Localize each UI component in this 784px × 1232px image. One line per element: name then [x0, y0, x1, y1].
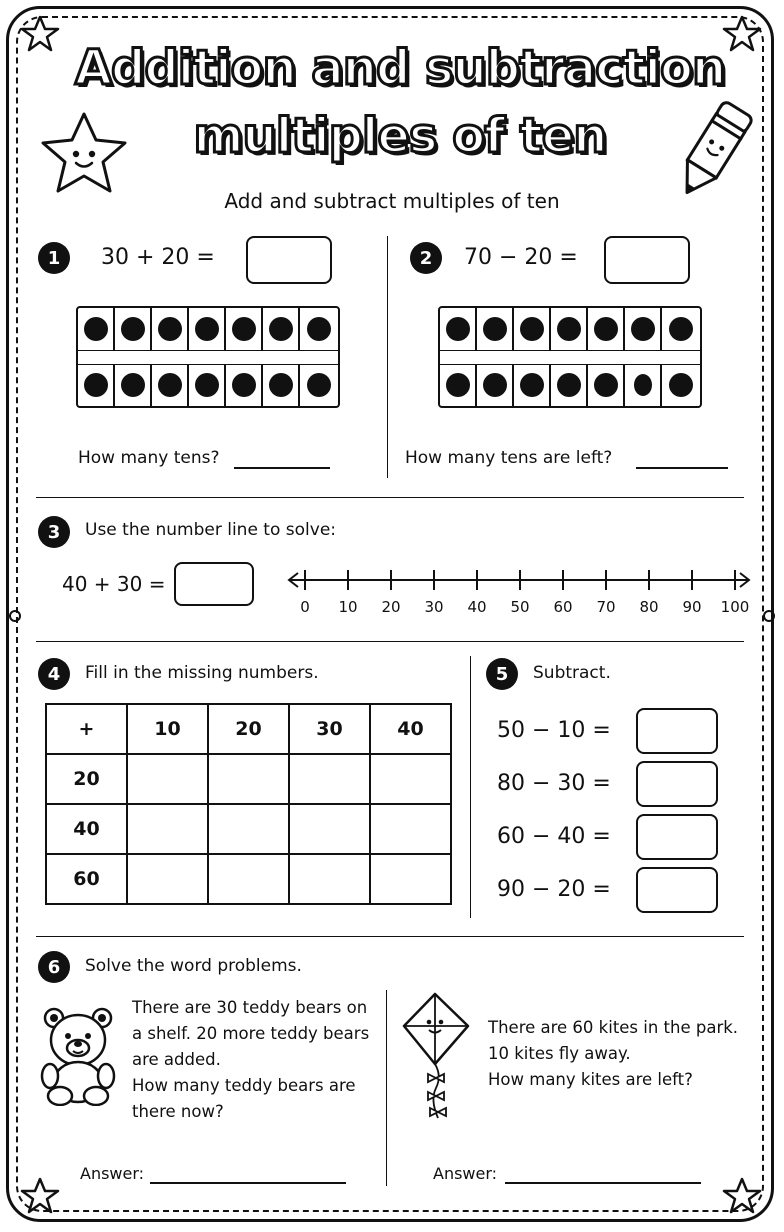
- counter-dot: [631, 317, 655, 341]
- q2-answer-box[interactable]: [604, 236, 690, 284]
- counter-dot: [121, 317, 145, 341]
- number-line-label: 80: [639, 598, 659, 616]
- q2-answer-line[interactable]: [636, 467, 728, 469]
- counter-dot: [446, 317, 470, 341]
- table-header-cell: 40: [370, 704, 451, 754]
- counter-dot: [594, 373, 618, 397]
- counter-dot: [634, 374, 652, 396]
- question-number-badge: 1: [38, 242, 70, 274]
- table-header-cell: 30: [289, 704, 370, 754]
- table-header-cell: 10: [127, 704, 208, 754]
- teddy-bear-icon: [38, 1006, 118, 1106]
- counter-dot: [307, 373, 331, 397]
- counter-dot: [669, 317, 693, 341]
- counter-dot: [269, 373, 293, 397]
- page-subtitle: Add and subtract multiples of ten: [224, 189, 560, 213]
- table-cell-blank[interactable]: [289, 754, 370, 804]
- table-cell-blank[interactable]: [208, 854, 289, 904]
- table-cell-blank[interactable]: [289, 804, 370, 854]
- corner-star-icon: [722, 1176, 762, 1216]
- problem-line: How many kites are left?: [488, 1070, 693, 1089]
- number-line-label: 70: [596, 598, 616, 616]
- table-row-header: 40: [46, 804, 127, 854]
- page-title-line1: Addition and subtraction: [74, 40, 726, 96]
- counter-dot: [84, 317, 108, 341]
- section-divider: [36, 936, 744, 937]
- q1-answer-box[interactable]: [246, 236, 332, 284]
- subtraction-answer-box[interactable]: [636, 814, 718, 860]
- number-line-label: 10: [338, 598, 358, 616]
- q1-answer-line[interactable]: [234, 467, 330, 469]
- problem-line: 10 kites fly away.: [488, 1044, 631, 1063]
- table-header-cell: 20: [208, 704, 289, 754]
- counter-dot: [520, 317, 544, 341]
- question-number-badge: 4: [38, 658, 70, 690]
- q3-equation: 40 + 30 =: [62, 572, 166, 596]
- q3-answer-box[interactable]: [174, 562, 254, 606]
- q3-instruction: Use the number line to solve:: [85, 520, 336, 540]
- counter-dot: [594, 317, 618, 341]
- question-number-badge: 3: [38, 516, 70, 548]
- answer-line[interactable]: [150, 1182, 346, 1184]
- counter-dot: [557, 317, 581, 341]
- answer-label: Answer:: [80, 1164, 145, 1183]
- number-line-label: 100: [720, 598, 750, 616]
- divider: [387, 236, 388, 478]
- subtraction-answer-box[interactable]: [636, 708, 718, 754]
- section-divider: [36, 497, 744, 498]
- subtraction-answer-box[interactable]: [636, 761, 718, 807]
- number-line-label: 30: [424, 598, 444, 616]
- problem-line: There are 30 teddy bears on: [132, 998, 368, 1017]
- answer-label: Answer:: [433, 1164, 498, 1183]
- table-cell-blank[interactable]: [208, 804, 289, 854]
- counter-dot: [520, 373, 544, 397]
- counter-dot: [483, 373, 507, 397]
- counter-dot: [158, 317, 182, 341]
- table-cell-blank[interactable]: [370, 754, 451, 804]
- q1-prompt: How many tens?: [78, 448, 220, 468]
- counter-dot: [121, 373, 145, 397]
- q5-instruction: Subtract.: [533, 663, 611, 683]
- ten-frame-row: [440, 364, 699, 406]
- table-row-header: 60: [46, 854, 127, 904]
- q1-equation: 30 + 20 =: [101, 245, 215, 270]
- divider: [470, 656, 471, 918]
- addition-table: [45, 703, 452, 905]
- table-row: [46, 754, 451, 804]
- table-cell-blank[interactable]: [370, 804, 451, 854]
- subtraction-answer-box[interactable]: [636, 867, 718, 913]
- word-problem-b: [488, 1015, 738, 1093]
- answer-line[interactable]: [505, 1182, 701, 1184]
- table-row-header: 20: [46, 754, 127, 804]
- table-row: [46, 854, 451, 904]
- word-problem-a: [132, 995, 369, 1125]
- divider: [386, 990, 387, 1186]
- table-cell-blank[interactable]: [208, 754, 289, 804]
- subtraction-equation: 60 − 40 =: [497, 824, 611, 849]
- counter-dot: [84, 373, 108, 397]
- counter-dot: [158, 373, 182, 397]
- table-header-cell: +: [46, 704, 127, 754]
- table-cell-blank[interactable]: [370, 854, 451, 904]
- ten-frame-row: [78, 308, 337, 350]
- question-number-badge: 5: [486, 658, 518, 690]
- counter-dot: [195, 373, 219, 397]
- problem-line: there now?: [132, 1102, 224, 1121]
- number-line-label: 50: [510, 598, 530, 616]
- table-cell-blank[interactable]: [127, 804, 208, 854]
- counter-dot: [232, 373, 256, 397]
- corner-star-icon: [20, 14, 60, 54]
- side-ring: [9, 610, 21, 622]
- q2-equation: 70 − 20 =: [464, 245, 578, 270]
- counter-dot: [669, 373, 693, 397]
- corner-star-icon: [20, 1176, 60, 1216]
- table-cell-blank[interactable]: [127, 854, 208, 904]
- kite-icon: [402, 992, 476, 1124]
- number-line-label: 90: [682, 598, 702, 616]
- smiling-star-icon: [36, 108, 132, 198]
- ten-frame-row: [78, 364, 337, 406]
- number-line-label: 40: [467, 598, 487, 616]
- q1-ten-frames: [76, 306, 340, 408]
- table-cell-blank[interactable]: [127, 754, 208, 804]
- question-number-badge: 6: [38, 951, 70, 983]
- problem-line: are added.: [132, 1050, 221, 1069]
- counter-dot: [557, 373, 581, 397]
- subtraction-equation: 80 − 30 =: [497, 771, 611, 796]
- subtraction-equation: 50 − 10 =: [497, 718, 611, 743]
- counter-dot: [446, 373, 470, 397]
- subtraction-equation: 90 − 20 =: [497, 877, 611, 902]
- q4-instruction: Fill in the missing numbers.: [85, 663, 319, 683]
- q2-prompt: How many tens are left?: [405, 448, 613, 468]
- problem-line: How many teddy bears are: [132, 1076, 356, 1095]
- counter-dot: [483, 317, 507, 341]
- section-divider: [36, 641, 744, 642]
- page-title-line2: multiples of ten: [193, 108, 607, 164]
- counter-dot: [307, 317, 331, 341]
- question-number-badge: 2: [410, 242, 442, 274]
- number-line-label: 20: [381, 598, 401, 616]
- counter-dot: [195, 317, 219, 341]
- counter-dot: [232, 317, 256, 341]
- table-row: [46, 804, 451, 854]
- problem-line: There are 60 kites in the park.: [488, 1018, 739, 1037]
- number-line-label: 60: [553, 598, 573, 616]
- table-header-row: [46, 704, 451, 754]
- number-line-label: 0: [300, 598, 310, 616]
- q6-instruction: Solve the word problems.: [85, 956, 302, 976]
- ten-frame-row: [440, 308, 699, 350]
- counter-dot: [269, 317, 293, 341]
- side-ring: [763, 610, 775, 622]
- table-cell-blank[interactable]: [289, 854, 370, 904]
- problem-line: a shelf. 20 more teddy bears: [132, 1024, 370, 1043]
- q2-ten-frames: [438, 306, 702, 408]
